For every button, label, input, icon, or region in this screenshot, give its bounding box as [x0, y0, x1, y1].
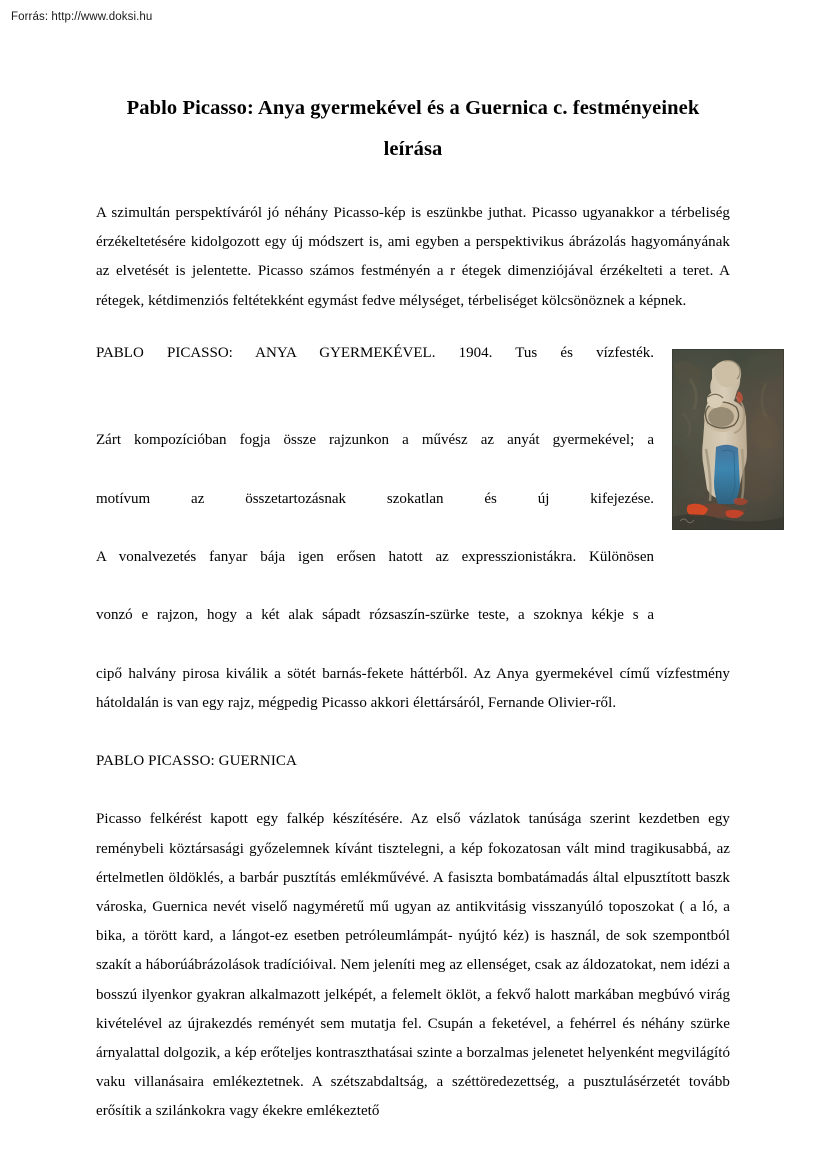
heading-guernica: PABLO PICASSO: GUERNICA	[96, 753, 297, 770]
spacer	[96, 316, 730, 339]
paragraph-mother-child-line-3: A vonalvezetés fanyar bája igen erősen hatott az expresszionistákra. Különösen	[96, 549, 654, 566]
paragraph-mother-child-line-4: vonzó e rajzon, hogy a két alak sápadt rózsaszín-szürke teste, a szoknya kékje s a	[96, 607, 654, 624]
spacer	[96, 397, 730, 426]
spacer	[96, 776, 730, 805]
source-url-header: Forrás: http://www.doksi.hu	[11, 11, 153, 23]
artwork-caption: PABLO PICASSO: ANYA GYERMEKÉVEL. 1904. Tus és vízfesték.	[96, 344, 654, 361]
document-content	[96, 88, 730, 1127]
spacer	[96, 170, 730, 199]
paragraph-mother-child-line-1: Zárt kompozícióban fogja össze rajzunkon a művész az anyát gyermekével; a	[96, 432, 654, 449]
paragraph-intro: A szimultán perspektíváról jó néhány Picasso-kép is eszünkbe juthat. Picasso ugyanakkor a térbeliség érzékeltetésére kidolgozott egy új módszert is, ami egyben a perspektivikus ábrázolás hagyományának az elvetését is jelentette. Picasso számos festményén a r étegek dimenziójával érzékelteti a teret. A rétegek, kétdimenziós feltétekként egymást fedve mélységet, térbeliséget kölcsönöznek a képnek.	[96, 205, 730, 309]
paragraph-mother-child-line-2: motívum az összetartozásnak szokatlan és új kifejezése.	[96, 490, 654, 507]
paragraph-guernica-body: Picasso felkérést kapott egy falkép készítésére. Az első vázlatok tanúsága szerint kezdetben egy reménybeli köztársasági győzelemnek kívánt tisztelegni, a kép fokozatosan vált mind tragikusabbá, az értelmetlen öldöklés, a barbár pusztítás emlékművévé. A fasiszta bombatámadás által elpusztított baszk városka, Guernica nevét viselő nagyméretű mű ugyan az antikvitásig visszanyúló toposzokat ( a ló, a bika, a törött kard, a lángot-ez esetben petróleumlámpát- nyújtó kéz) is használ, de sok szempontból szakít a háborúábrázolások tradícióival. Nem jeleníti meg az ellenséget, csak az áldozatokat, nem idézi a bosszú ilyenkor gyakran alkalmazott jelképét, a felemelt öklöt, a fekvő halott markában megbúvó virág kivételével az újrakezdés reményét sem mutatja fel. Csupán a feketével, a fehérrel és néhány szürke árnyalattal dolgozik, a kép erőteljes kontraszthatásai szinte a borzalmas jelenetet helyenként megvilágító vaku villanásaira emlékeztetnek. A szétszabdaltság, a széttöredezettség, a pusztulásérzetét tovább erősítik a szilánkokra vagy ékekre emlékeztető	[96, 811, 730, 1120]
paragraph-mother-child-rest: cipő halvány pirosa kiválik a sötét barnás-fekete háttérből. Az Anya gyermekével című vízfestmény hátoldalán is van egy rajz, mégpedig Picasso akkori élettársáról, Fernande Olivier-ről.	[96, 665, 730, 712]
page-title: Pablo Picasso: Anya gyermekével és a Guernica c. festményeinek leírása	[126, 97, 700, 160]
spacer	[96, 718, 730, 747]
